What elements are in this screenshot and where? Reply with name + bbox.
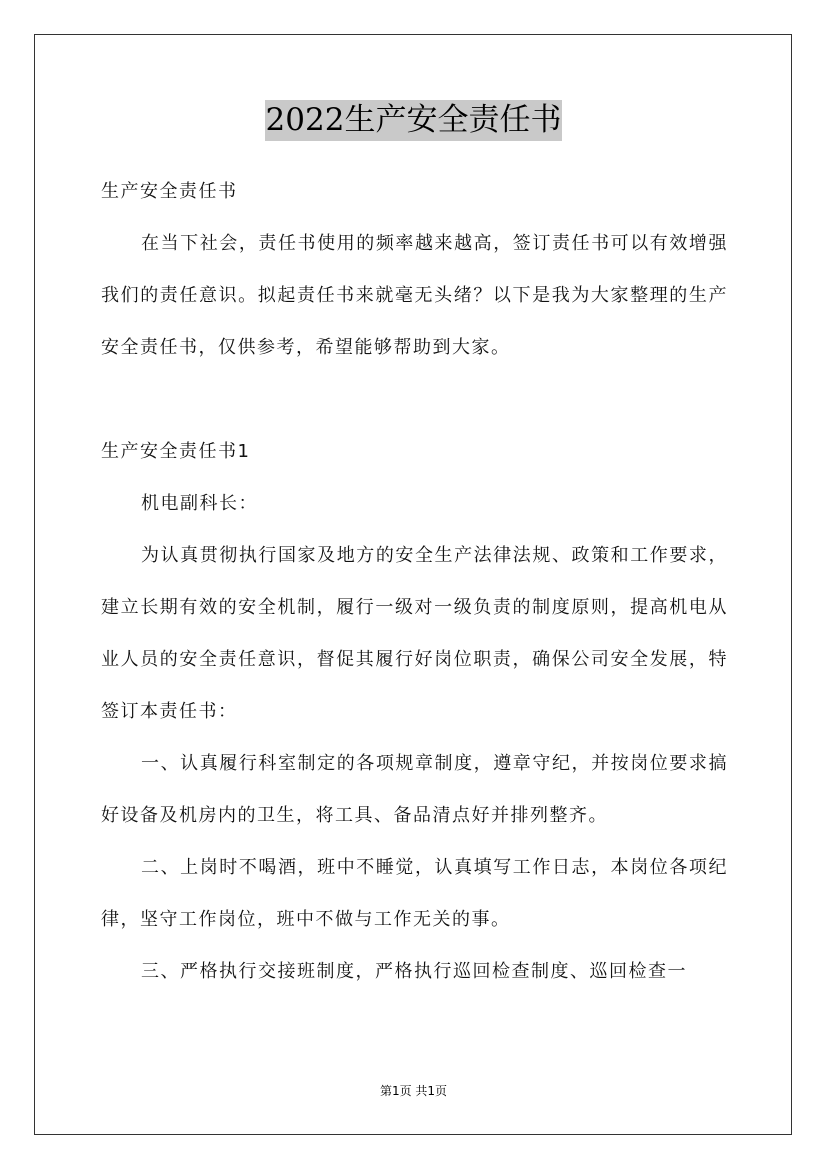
body-paragraph: 一、认真履行科室制定的各项规章制度，遵章守纪，并按岗位要求搞好设备及机房内的卫生，将工具、备品清点好并排列整齐。	[101, 753, 728, 826]
blank-line	[101, 374, 728, 426]
main-heading: 生产安全责任书	[101, 181, 238, 202]
body-paragraph: 二、上岗时不喝酒，班中不睡觉，认真填写工作日志，本岗位各项纪律，坚守工作岗位，班中不做与工作无关的事。	[101, 857, 728, 930]
page-footer: 第1页 共1页	[379, 1084, 448, 1098]
section-heading: 生产安全责任书1	[101, 441, 251, 462]
intro-paragraph: 在当下社会，责任书使用的频率越来越高，签订责任书可以有效增强我们的责任意识。拟起责任书来就毫无头绪？以下是我为大家整理的生产安全责任书，仅供参考，希望能够帮助到大家。	[101, 233, 728, 358]
body-paragraph: 三、严格执行交接班制度，严格执行巡回检查制度、巡回检查一	[141, 961, 687, 982]
document-title: 2022生产安全责任书	[265, 100, 563, 141]
body-paragraph: 为认真贯彻执行国家及地方的安全生产法律法规、政策和工作要求，建立长期有效的安全机制，履行一级对一级负责的制度原则，提高机电从业人员的安全责任意识，督促其履行好岗位职责，确保公司安全发展，特签订本责任书：	[101, 545, 728, 722]
salutation: 机电副科长：	[141, 493, 258, 514]
title-container	[0, 100, 827, 141]
document-body	[101, 166, 728, 998]
